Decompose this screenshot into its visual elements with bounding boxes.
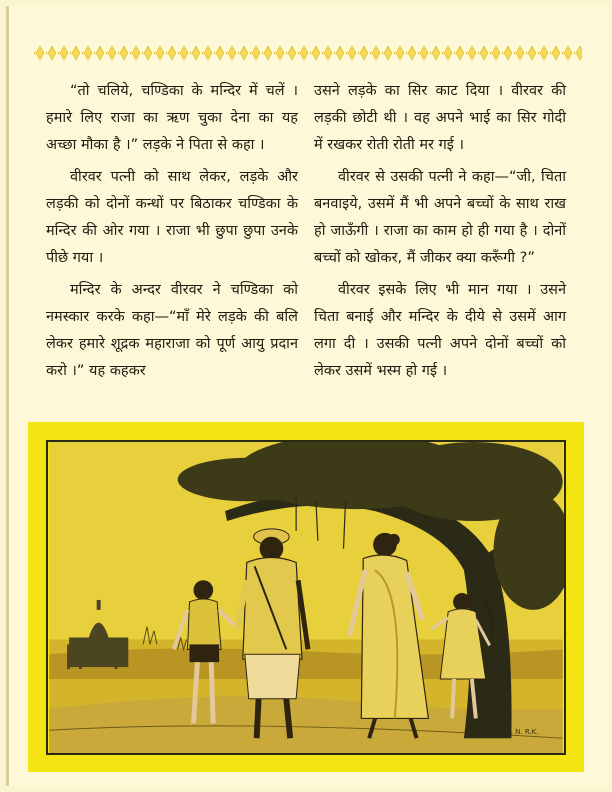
paragraph: मन्दिर के अन्दर वीरवर ने चण्डिका को नमस्कार करके कहा—“माँ मेरे लड़के की बलि लेकर हमारे शूद्रक महाराजा को पूर्ण आयु प्रदान करो ।” यह कहकर: [46, 282, 298, 379]
paragraph: “तो चलिये, चण्डिका के मन्दिर में चलें । हमारे लिए राजा का ऋण चुका देना का यह अच्छा मौका है ।” लड़के ने पिता से कहा ।: [46, 83, 298, 153]
text-column-right: [314, 78, 566, 390]
family-walking-illustration-icon: [46, 440, 566, 755]
artist-signature: M.S. N. R.K.: [498, 728, 539, 736]
paragraph: वीरवर इसके लिए भी मान गया । उसने चिता बनाई और मन्दिर के दीये से उसमें आग लगा दी । उसकी पत्नी अपने दोनों बच्चों को लेकर उसमें भस्म हो गई ।: [314, 282, 566, 379]
paragraph: वीरवर पत्नी को साथ लेकर, लड़के और लड़की को दोनों कन्धों पर बिठाकर चण्डिका के मन्दिर की ओर गया । राजा भी छुपा छुपा उनके पीछे गया ।: [46, 169, 298, 266]
paragraph: उसने लड़के का सिर काट दिया । वीरवर की लड़की छोटी थी । वह अपने भाई का सिर गोदी में रखकर रोती रोती मर गई ।: [314, 83, 566, 153]
text-column-left: [46, 78, 298, 390]
ornament-border-icon: [34, 44, 582, 62]
paragraph: वीरवर से उसकी पत्नी ने कहा—“जी, चिता बनवाइये, उसमें मैं भी अपने बच्चों के साथ राख हो जाऊँगी । राजा का काम हो ही गया है । दोनों बच्चों को खोकर, मैं जीकर क्या करूँगी ?”: [314, 169, 566, 266]
